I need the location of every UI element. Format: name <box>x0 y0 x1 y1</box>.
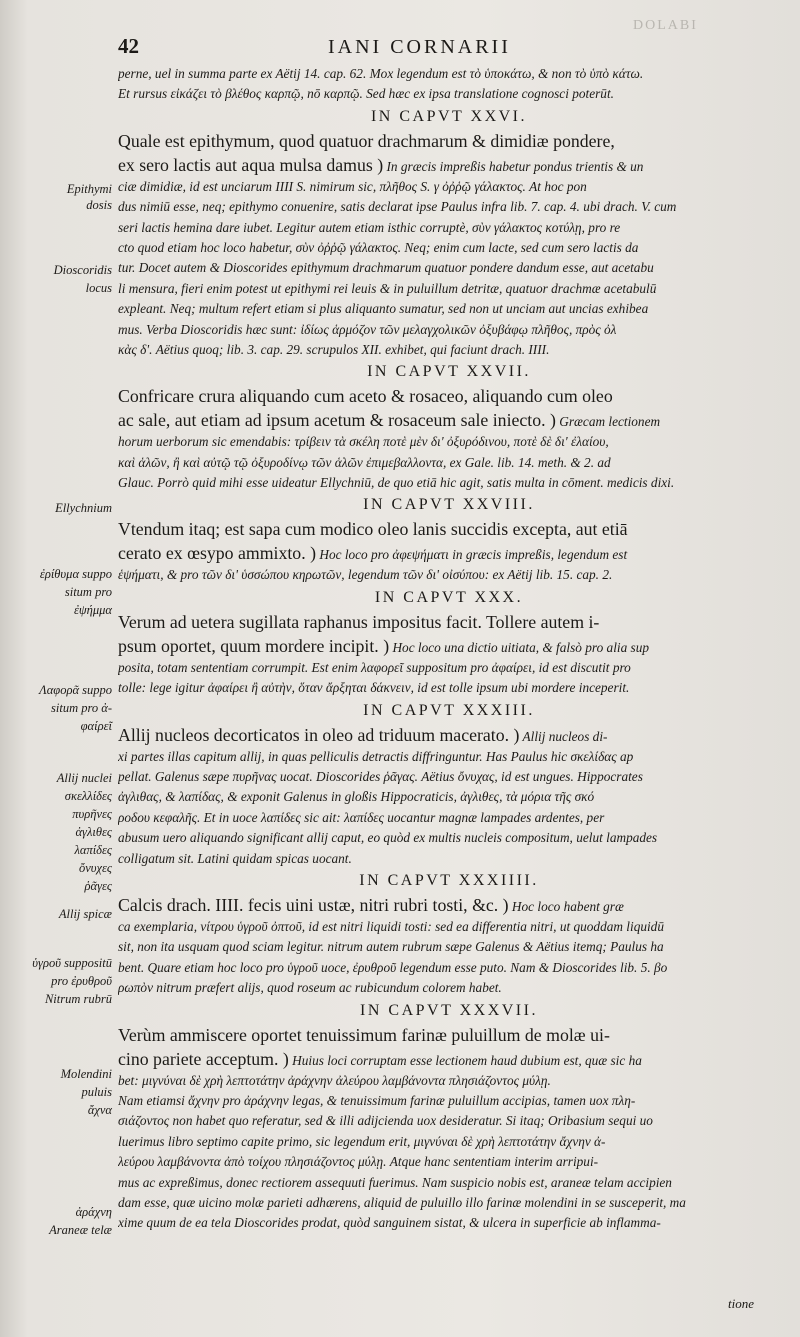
lemma-line <box>118 634 780 658</box>
margin-note: ἐρίθυμα suppo <box>39 567 112 581</box>
lemma-text: cerato ex œsypo ammixto. ) <box>118 543 317 564</box>
chapter-heading: IN CAPVT XXVI. <box>370 107 528 125</box>
margin-note: λαπίδες <box>74 843 112 857</box>
text-line: perne, uel in summa parte ex Aëtij 14. cap. 62. Mox legendum est τὸ ὑποκάτω, & non τὸ ὑπὸ κάτω. <box>118 66 644 81</box>
margin-note: ἄχνα <box>87 1103 112 1117</box>
text-line: bent. Quare etiam hoc loco pro ὑγροῦ uoce, ἐρυθροῦ legendum esse puto. Nam & Dioscorides lib. 5. βο <box>118 959 668 975</box>
lemma-line <box>118 408 780 432</box>
text-line: expleant. Neq; multum refert etiam si plus aliquanto sumatur, sed non ut unciam aut uncias exhibea <box>118 301 649 317</box>
text-line: Glauc. Porrò quid mihi esse uideatur Ellychniū, de quo etiā hic agit, satis multa in cōment. medicis dixi. <box>118 475 675 491</box>
commentary-text: Allij nucleos di- <box>519 728 608 744</box>
lemma-text: cino pariete acceptum. ) <box>118 1048 289 1069</box>
lemma-text: Allij nucleos decorticatos in oleo ad triduum macerato. ) <box>118 724 520 745</box>
margin-note: φαίρεῖ <box>80 719 112 733</box>
text-line: pellat. Galenus sæpe πυρῆνας uocat. Dioscorides ῥᾶγας. Aëtius ὄνυχας, id est ungues. Hippocrates <box>118 769 643 785</box>
text-line: li mensura, fieri enim potest ut epithymi rei leuis & in puluillum detritæ, quatuor drachmæ acetabulū <box>118 280 657 296</box>
margin-note: Araneæ telæ <box>49 1223 112 1237</box>
lemma-line <box>118 1047 780 1071</box>
running-head <box>118 34 778 58</box>
lemma-line <box>118 517 780 541</box>
chapter-heading: IN CAPVT XXXIII. <box>363 701 535 719</box>
lemma-line <box>118 153 780 177</box>
commentary-text: Huius loci corruptam esse lectionem haud dubium est, quæ sic ha <box>288 1052 642 1068</box>
lemma-text: Calcis drach. IIII. fecis uini ustæ, nitri rubri tosti, &c. ) <box>118 894 509 915</box>
lemma-text: ex sero lactis aut aqua mulsa damus ) <box>118 154 384 175</box>
text-line: σιάζοντος non habet quo referatur, sed & illi adijcienda uox desideratur. Si itaq; Oribasium sequi uo <box>118 1113 653 1129</box>
lemma-text: Confricare crura aliquando cum aceto & rosaceo, aliquando cum oleo <box>118 386 613 407</box>
text-line: abusum uero aliquando significant allij caput, eo quòd ex multis nucleis compositum, uelut lampades <box>118 830 658 846</box>
lemma-text: Vtendum itaq; est sapa cum modico oleo lanis succidis excepta, aut etiā <box>118 519 628 540</box>
page-number: 42 <box>118 34 139 58</box>
lemma-text: psum oportet, quum mordere incipit. ) <box>118 635 390 656</box>
lemma-line <box>118 384 780 408</box>
margin-note: πυρῆνες <box>72 807 112 821</box>
lemma-text: ac sale, aut etiam ad ipsum acetum & rosaceum sale iniecto. ) <box>118 410 556 431</box>
lemma-line <box>118 723 780 747</box>
text-line: dus nimiū esse, neq; epithymo conuenire, satis declarat ipse Paulus infra lib. 7. cap. 4. ubi drach. V. cum <box>118 199 677 215</box>
running-title: IANI CORNARII <box>328 36 511 58</box>
text-line: καὶ ἁλῶν, ἢ καὶ αὐτῷ τῷ ὀξυροδίνῳ τῶν ἁλῶν ἐπιμεβαλλοντα, ex Gale. lib. 14. meth. & 2. ad <box>118 454 611 470</box>
text-line: colligatum sit. Latini quidam spicas uocant. <box>118 850 352 866</box>
text-line: mus ac expreßimus, donec rectiorem assequuti fuerimus. Nam suspicio nobis est, araneæ telam accipien <box>118 1174 672 1190</box>
margin-note: Allij spicæ <box>58 907 112 921</box>
margin-note: ῥᾶγες <box>84 879 112 893</box>
lemma-line <box>118 129 780 153</box>
margin-note: locus <box>85 281 112 295</box>
margin-note: dosis <box>86 198 112 212</box>
text-line: seri lactis hemina dare iubet. Legitur autem etiam isthic corruptè, σὺν γάλακτος κοτύλῃ, pro re <box>118 219 621 235</box>
text-line: tolle: lege igitur ἀφαίρει ἢ αὐτὴν, ὅταν ἄρξηται δάκνειν, id est tolle ipsum ubi mordere inceperit. <box>118 680 630 696</box>
text-line: xime quum de ea tela Dioscorides prodat, quòd sanguinem sistat, & ulcera in superficie ab inflamma- <box>118 1215 661 1231</box>
lemma-line <box>118 541 780 565</box>
text-line: ἀγλιθας, & λαπίδας, & exponit Galenus in gloßis Hippocraticis, ἀγλιθες, τὰ μόρια τῆς σκό <box>118 789 595 805</box>
text-line: horum uerborum sic emendabis: τρίβειν τὰ σκέλη ποτὲ μὲν δι' ὀξυρόδινου, ποτὲ δὲ δι' ἐλαίου, <box>118 434 609 450</box>
lemma-text: Quale est epithymum, quod quatuor drachmarum & dimidiæ pondere, <box>118 130 615 151</box>
margin-note: Nitrum rubrū <box>44 992 112 1006</box>
text-line: κὰς δ'. Aëtius quoq; lib. 3. cap. 29. scrupulos XII. exhibet, qui faciunt drach. IIII. <box>118 341 550 357</box>
text-line: ρωπὸν nitrum præfert alijs, quod roseum ac rubicundum colorem habet. <box>118 980 502 996</box>
margin-note: ὄνυχες <box>78 861 112 875</box>
text-line: sit, non ita usquam quod sciam legitur. nitrum autem rubrum sæpe Galenus & Aëtius itemq; Paulus ha <box>118 939 664 955</box>
margin-note: σκελλίδες <box>64 789 112 803</box>
text-line: cto quod etiam hoc loco habetur, σὺν ὀῤῥῷ γάλακτος. Neq; enim cum lacte, sed cum sero lactis da <box>118 239 639 255</box>
commentary-text: Hoc loco una dictio uitiata, & falsò pro alia sup <box>389 639 650 655</box>
chapter-heading: IN CAPVT XXVII. <box>367 363 531 381</box>
text-line: λεύρου λαμβάνοντα ἀπὸ τοίχου πλησιάζοντος μύλῃ. Atque hanc sententiam interim arripui- <box>118 1154 599 1170</box>
margin-note: Epithymi <box>66 182 112 196</box>
commentary-text: Hoc loco pro ἀφεψήματι in græcis impreßis, legendum est <box>316 547 628 563</box>
text-line: mus. Verba Dioscoridis hæc sunt: ἰδίως ἁρμόζον τῶν μελαγχολικῶν ὀξυβάφῳ πλῆθος, πρὸς ὀλ <box>118 321 617 337</box>
chapter-heading: IN CAPVT XXXVII. <box>360 1001 538 1019</box>
margin-note: Allij nuclei <box>56 771 112 785</box>
margin-note: Dioscoridis <box>53 263 112 277</box>
lemma-text: Verum ad uetera sugillata raphanus impositus facit. Tollere autem i- <box>118 611 600 632</box>
text-line: dam esse, quæ uicino molæ parieti adhærens, aliquid de puluillo illo farinæ molendini in se susceperit, ma <box>118 1194 686 1210</box>
margin-note: Molendini <box>60 1067 112 1081</box>
lemma-text: Verùm ammiscere oportet tenuissimum farinæ puluillum de molæ ui- <box>118 1024 610 1045</box>
margin-note: ὑγροῦ suppositū <box>32 956 112 970</box>
margin-note: ἀγλιθες <box>75 825 112 839</box>
bleed-through-text: DOLABI <box>633 18 698 33</box>
text-line: tur. Docet autem & Dioscorides epithymum drachmarum quatuor pondere dandum esse, aut acetabu <box>118 260 654 276</box>
margin-note: puluis <box>81 1085 112 1099</box>
commentary-text: In græcis impreßis habetur pondus trientis & un <box>383 158 644 174</box>
lemma-line <box>118 1023 780 1047</box>
commentary-text: Græcam lectionem <box>555 414 661 430</box>
margin-note: Ellychnium <box>55 501 112 515</box>
text-line: bet: μιγνύναι δὲ χρὴ λεπτοτάτην ἀράχνην ἀλεύρου λαμβάνοντα πλησιάζοντος μύλῃ. <box>118 1072 551 1088</box>
text-line: Et rursus εἰκάζει τὸ βλέθος καρπῷ, nō καρπῷ. Sed hæc ex ipsa translatione cognosci poterūt. <box>118 86 614 102</box>
text-line: ἑψήματι, & pro τῶν δι' ὑσσώπου κηρωτῶν, legendum τῶν δι' οἰσύπου: ex Aëtij lib. 15. cap. 2. <box>118 567 613 583</box>
text-line: luerimus libro septimo capite primo, sic legendum erit, μιγνύναι δὲ χρὴ λεπτοτάτην ἄχνην ἀ- <box>118 1133 606 1149</box>
chapter-heading: IN CAPVT XXXIIII. <box>359 871 539 889</box>
commentary-text: Hoc loco habent græ <box>508 898 624 914</box>
margin-note: ἀράχνη <box>75 1205 112 1219</box>
text-line: ca exemplaria, νίτρου ὑγροῦ ὀπτοῦ, id est nitri liquidi tosti: sed ea differentia nitri, ut quoddam liquidū <box>118 918 664 934</box>
margin-note: Λαφορᾶ suppo <box>39 683 112 697</box>
margin-note: ἐψήμμα <box>73 603 112 617</box>
margin-note: pro ἐρυθροῦ <box>51 974 112 988</box>
text-line: ροδου κεφαλῆς. Et in uoce λαπίδες sic ait: λαπίδες uocantur magnæ lampades ardentes, per <box>118 809 605 825</box>
text-line: xi partes illas capitum allij, in quas pelliculis detractis diffringuntur. Has Paulus hic σκελίδας ap <box>118 748 634 764</box>
catchword: tione <box>728 1296 754 1311</box>
text-line: ciæ dimidiæ, id est unciarum IIII S. nimirum sic, πλῆθος S. γ ὀῤῥῷ γάλακτος. At hoc pon <box>118 178 587 194</box>
lemma-line <box>118 610 780 634</box>
text-line: posita, totam sententiam corrumpit. Est enim λαφορεῖ suppositum pro ἀφαίρει, id est discutit pro <box>118 659 631 675</box>
margin-note: situm pro <box>64 585 112 599</box>
chapter-heading: IN CAPVT XXX. <box>374 588 524 606</box>
text-line: Nam etiamsi ἄχνην pro ἀράχνην legas, & tenuissimum farinæ puluillum accipias, tamen uox πλη- <box>118 1092 636 1108</box>
lemma-line <box>118 893 780 917</box>
chapter-heading: IN CAPVT XXVIII. <box>363 496 535 514</box>
commentary-body <box>118 64 780 1234</box>
margin-note: situm pro ἀ- <box>51 701 112 715</box>
